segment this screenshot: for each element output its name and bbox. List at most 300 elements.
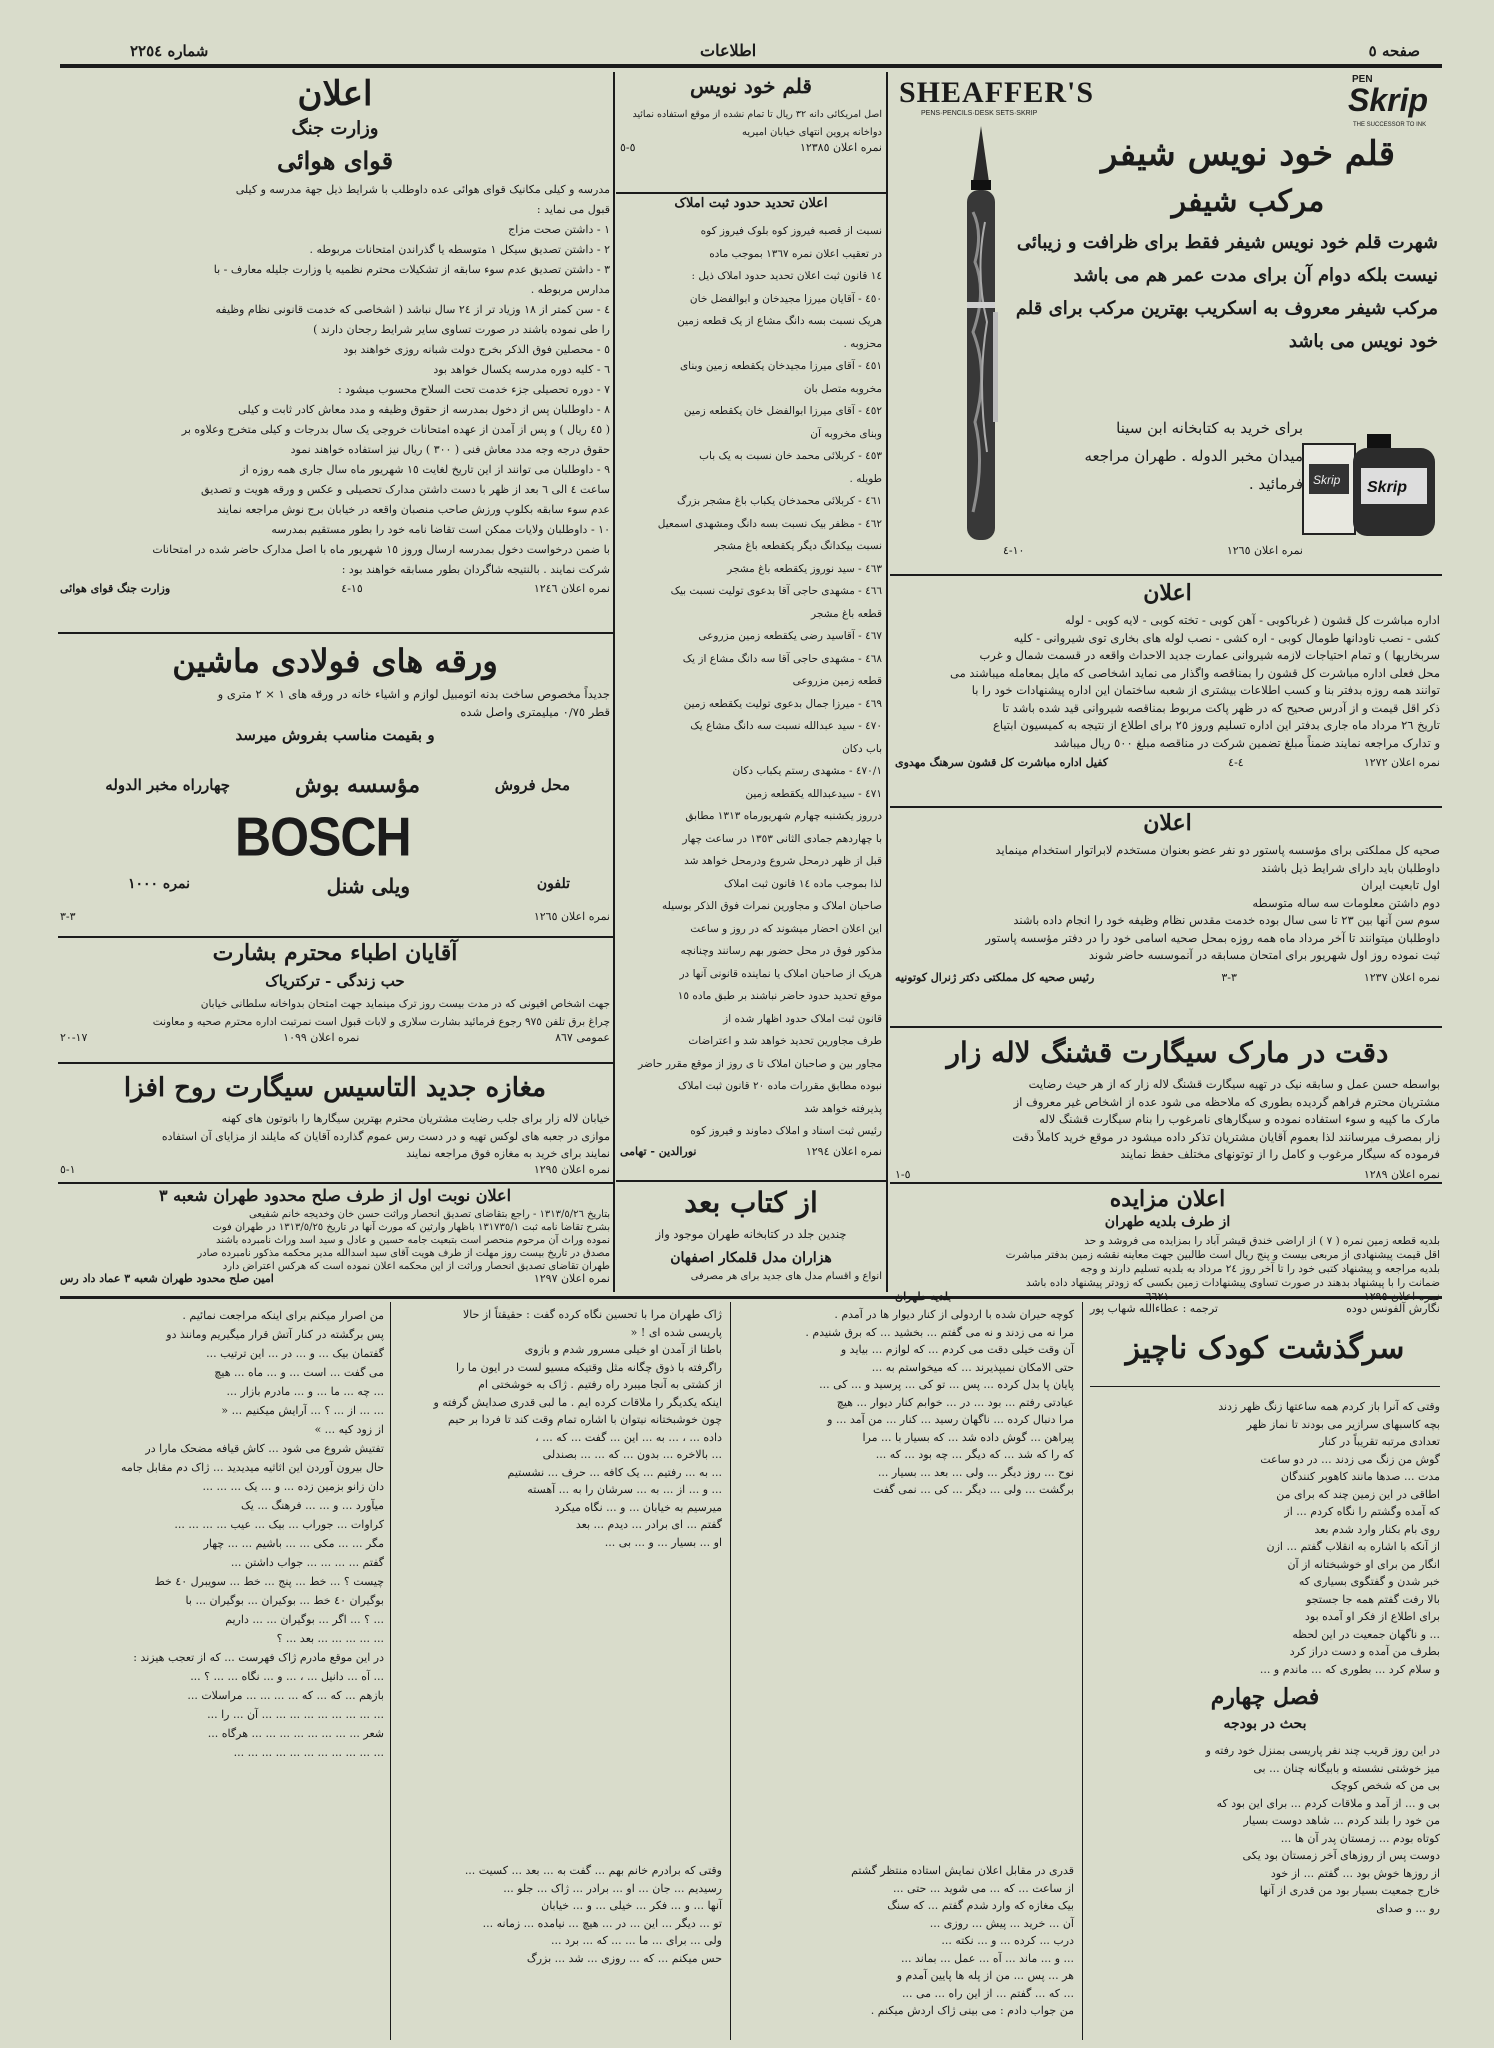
- ad-body: [60, 996, 610, 1031]
- bosch-ad: [60, 636, 610, 936]
- story-line: کراوات ... جوراب ... بیک ... عیب ... ... ... ...: [174, 1518, 384, 1531]
- story-line: من اصرار میکنم برای اینکه مراجعت نمائیم .: [182, 1309, 384, 1322]
- skrip-logo: Skrip: [1348, 82, 1429, 118]
- notice-line: موقع تحدید حدود حاضر نباشند بر طبق ماده ١٥: [677, 990, 882, 1002]
- rule: [890, 1026, 1442, 1028]
- doctors-ad: [60, 940, 610, 1062]
- story-line: ... ... ... ... ... ... ... ... ... آن ... را ...: [207, 1708, 384, 1721]
- pen-illustration: [911, 122, 1051, 562]
- notice-line: ٤٦٣ - سید نوروز یکقطعه باغ مشجر: [727, 562, 882, 575]
- notice-line: توانند همه روزه بدفتر بنا و کسب اطلاعات بیشتری از شعبه ساختمان این اداره پیشنهادات خود را با: [971, 683, 1440, 697]
- story-line: کوچه حیران شده با اردولی از کنار دیوار ها در آمدم .: [834, 1308, 1074, 1321]
- story-line: پایان پا بدل کرده ... پس ... تو کی ... پرسید و ... کی ...: [819, 1378, 1074, 1391]
- notice-line: بلدیه قطعه زمین نمره ( ٧ ) از اراضی خندق قیشر آباد را بمزایده می فروشد و حد: [1084, 1235, 1440, 1247]
- ad-line: موازی در جعبه های لوکس تهیه و در دست رس عموم گذارده آقایان که مایلند از مزایای آن استفاده: [161, 1129, 610, 1143]
- notice-signer: بلدیه طهران: [895, 1290, 952, 1303]
- ad-footer-left: عمومی ٨٦٧: [555, 1031, 610, 1044]
- story-line: حال بیرون آوردن این اثاثیه میدیدید ... ژاک دم مقابل جامه: [120, 1461, 384, 1474]
- notice-line: ٤٧٠ - سید عبدالله نسبت سه دانگ مشاع یک: [690, 720, 882, 732]
- notice-title: اعلان نوبت اول از طرف صلح محدود طهران شعبه ٣: [158, 1186, 512, 1205]
- ad-body: [620, 106, 882, 141]
- ad-run: ١٠-٤: [1003, 544, 1025, 557]
- notice-line: نسبت از قصبه فیروز کوه بلوک فیروز کوه: [700, 225, 882, 237]
- story-line: که آمده وگشتم را نگاه کردم ... از: [1284, 1505, 1440, 1518]
- notice-line: ٤ - سن کمتر از ١٨ وزیاد تر از ٢٤ سال نباشد ( اشخاصی که خدمت قانونی نظام وظیفه: [215, 303, 610, 316]
- ad-number: نمره اعلان ١٢٧٢: [1363, 756, 1440, 769]
- ad-number: نمره اعلان ١٢٦٥: [1226, 544, 1303, 557]
- notice-line: قبول می نماید :: [536, 203, 610, 216]
- story-line: از زود کیه ... »: [314, 1423, 384, 1436]
- masthead-rule: [60, 64, 1442, 68]
- story-line: گفتم ... ای برادر ... دیدم ... بعد: [575, 1518, 722, 1531]
- notice-line: ذکر اقل قیمت و از آدرس صحیح که در ظهر پاکت مربوط بمناقصه شیروانی قید شده باشد تا: [1002, 700, 1440, 715]
- story-line: مگر ... ... مکی ... ... باشیم ... ... چهار: [203, 1537, 384, 1550]
- notice-line: ٤٥٣ - کربلائی محمد خان نسبت به یک باب: [699, 450, 882, 462]
- story-byline: نگارش آلفونس دوده: [1346, 1302, 1440, 1315]
- sheaffer-logo: SHEAFFER'S: [899, 76, 1095, 109]
- story-line: من خود را بلند کردم ... شاهد دوست بسیار: [1243, 1814, 1440, 1827]
- story-line: آن ... خرید ... پیش ... روزی ...: [929, 1916, 1074, 1930]
- story-line: راگرفته با ذوق چگانه مثل وقتیکه مسیو لست در ایون ما را: [455, 1360, 722, 1374]
- serial-story: [60, 1302, 1442, 2042]
- sheaffer-line: شهرت قلم خود نویس شیفر فقط برای ظرافت و زیبائی: [1016, 232, 1438, 253]
- notice-line: محل فعلی اداره مباشرت کل قشون را بمناقصه واگذار می نماید اشخاصی که مایل بمعامله میباشند می: [950, 665, 1440, 680]
- ad-number: نمره اعلان ١٢٣٧: [1363, 970, 1440, 984]
- story-line: بی و ... از آمد و ملاقات کردم ... برای این بود که: [1216, 1796, 1440, 1810]
- paper-name: اطلاعات: [700, 41, 757, 60]
- bosch-logo: BOSCH: [235, 806, 411, 868]
- rule: [616, 1180, 886, 1182]
- ad-line: اصل امریکائی دانه ٣٢ ریال تا تمام نشده از موقع استفاده نمائید: [632, 109, 882, 120]
- story-line: رو ... و صدای: [1376, 1901, 1440, 1915]
- notice-line: ١٤ قانون ثبت اعلان تحدید حدود املاک ذیل :: [691, 270, 882, 282]
- chapter-subtitle: بحث در بودجه: [1223, 1716, 1307, 1732]
- notice-line: سوم سن آنها بین ٢٣ تا سی سال بوده خدمت مقدس نظام وظیفه خود را انجام داده باشند: [1013, 913, 1440, 927]
- story-line: چون خوشبختانه نیتوان با اشاره تمام وقت کند تا فردا بر حیم: [448, 1413, 722, 1426]
- notice-line: ٢ - داشتن تصدیق سیکل ١ متوسطه یا گذراندن امتحانات مربوطه .: [309, 243, 610, 256]
- notice-line: ٨ - داوطلبان پس از دخول بمدرسه از حقوق وظیفه و مدد معاش کادر ثابت و کیلی: [238, 403, 610, 416]
- sheaffer-title-1: قلم خود نویس شیفر: [1101, 134, 1395, 174]
- sheaffer-ad: [893, 74, 1445, 574]
- ad-run: ٥-٥: [620, 141, 636, 154]
- notice-title: اعلان: [1143, 580, 1192, 606]
- story-line: حتی الامکان نمیپذیرند ... که میخواستم به ...: [871, 1360, 1074, 1374]
- notice-line: مجاور بین و صاحبان املاک تا ی روز از موقع مقرر حاضر: [638, 1057, 882, 1070]
- story-line: در این روز قریب چند نفر پاریسی بمنزل خود رفته و: [1205, 1744, 1440, 1757]
- notice-body: [895, 842, 1440, 965]
- notice-line: مدرسه و کیلی مکانیک قوای هوائی عده داوطلب با شرایط ذیل جهة مدرسه و کیلی: [235, 183, 610, 196]
- story-line: بچه کاسبهای سرازیر می بودند تا نماز ظهر: [1246, 1417, 1440, 1431]
- notice-line: لذا بموجب ماده ١٤ قانون ثبت املاک: [723, 877, 882, 890]
- story-line: دوست پس از روزهای آخر زمستان بود یکی: [1242, 1849, 1440, 1862]
- notice-line: ( ٤٥ ریال ) و پس از آمدن از عهده امتحانات خروجی یک سال بدرجات و کیلی متخرج وعلاوه بر: [181, 423, 610, 436]
- notice-title: اعلان: [1143, 810, 1192, 836]
- sheaffer-buy-line: فرمائید .: [1248, 475, 1303, 493]
- story-line: برگشت ... ولی ... دیگر ... کی ... نمی گفت: [873, 1483, 1074, 1496]
- notice-line: نبوده مطابق مقررات ماده ٢٠ قانون ثبت املاک: [678, 1080, 882, 1092]
- sheaffer-buy-line: میدان مخبر الدوله . طهران مراجعه: [1084, 447, 1303, 465]
- story-line: انگار من برای او خوشبختانه از آن: [1287, 1557, 1440, 1571]
- notice-line: ضمانت را با پیشنهاد بدهند در صورت تساوی پیشنهادات زمین بکسی که زودتر پیشنهاد داده باشد: [1026, 1277, 1440, 1289]
- ad-line: خیابان لاله زار برای جلب رضایت مشتریان محترم بهترین سیگارها را باتوتون های کهنه: [221, 1112, 610, 1125]
- ad-price: و بقیمت مناسب بفروش میرسد: [235, 726, 435, 744]
- sheaffer-line: خود نویس می باشد: [1288, 331, 1438, 352]
- notice-line: طرف مجاورین تحدید خواهد شد و اعتراضات: [688, 1035, 882, 1047]
- rule: [58, 1062, 613, 1064]
- notice-heading: قوای هوائی: [276, 146, 394, 175]
- ad-line: نمایند برای خرید به مغازه فوق مراجعه نمایند: [406, 1147, 610, 1160]
- sheaffer-body: [1015, 226, 1438, 358]
- story-line: گوش من زنگ می زدند ... در دو ساعت: [1260, 1452, 1440, 1466]
- pen-classified: [620, 74, 882, 184]
- story-line: ... و ... ماند ... آه ... عمل ... بماند ...: [901, 1951, 1074, 1965]
- notice-line: قطعه باغ مشجر: [811, 607, 882, 620]
- phone-label: تلفون: [536, 876, 570, 892]
- ad-title: ورقه های فولادی ماشین: [172, 642, 498, 680]
- story-line: باطنا از آمدن او خیلی مسرور شدم و بازوی: [524, 1343, 722, 1356]
- story-line: ... آه ... دانیل ... ، ... و ... نگاه ... ... ؟ ...: [190, 1670, 384, 1683]
- notice-signer: امین صلح محدود طهران شعبه ٣ عماد داد رس: [60, 1272, 274, 1285]
- sheaffer-footer: [1003, 544, 1303, 557]
- story-line: قدری در مقابل اعلان نمایش استاده منتظر گشتم: [851, 1864, 1074, 1877]
- ad-title: آقایان اطباء محترم بشارت: [212, 940, 458, 966]
- notice-line: سربخاریها ) و تمام احتیاجات لازمه شیروانی عمارت جدید الاحداث واقعه در قسمت شمال و غرب: [979, 648, 1440, 662]
- sheaffer-line: نیست بلکه دوام آن برای مدت عمر هم می باشد: [1073, 265, 1438, 286]
- ad-body: [895, 1076, 1440, 1164]
- chapter-title: فصل چهارم: [1210, 1684, 1320, 1710]
- story-line: میرسیم به خیابان ... و ... نگاه میکرد: [554, 1500, 722, 1514]
- notice-signer: کفیل اداره مباشرت کل قشون سرهنگ مهدوی: [895, 756, 1109, 769]
- story-line: ژاک طهران مرا با تحسین نگاه کرده گفت : حقیقتاً از حالا: [462, 1308, 722, 1321]
- ad-number: نمره اعلان ١٢٤٦: [533, 582, 610, 595]
- rule: [58, 632, 613, 634]
- story-line: نوح ... روز دیگر ... ولی ... بعد ... بسیار ...: [877, 1465, 1074, 1479]
- story-line: گفتمان بیک ... و ... در ... این ترتیب ...: [206, 1347, 384, 1360]
- notice-line: ٤٥١ - آقای میرزا مجیدخان یکقطعه زمین وبنای: [679, 360, 882, 372]
- notice-line: بشرح تقاضا نامه ثبت ١٣١٧٣٥/١ باظهار وارثین که مورث آنها در تاریخ ١٣١٣/٥/٢٥ در طهران فوت: [212, 1222, 610, 1233]
- story-column-4: [64, 1306, 384, 2040]
- ad-number: نمره اعلان ١٠٩٩: [283, 1031, 360, 1044]
- story-line: او ... بسیار ... و ... بی ...: [604, 1535, 722, 1549]
- story-line: مدت ... صدها مانند کاهوبر کنندگان: [1280, 1470, 1440, 1483]
- ad-run: ٣-٣: [60, 910, 76, 923]
- story-column-2: [740, 1306, 1074, 1746]
- svg-text:Skrip: Skrip: [1313, 473, 1341, 487]
- supply-notice: [895, 580, 1440, 810]
- story-line: ... و ... از ... به ... سرشان را به ... آهسته: [527, 1483, 722, 1496]
- story-line: که را که شد ... که دیگر ... چه بود ... که ...: [875, 1448, 1074, 1461]
- story-title: سرگذشت کودک ناچیز: [1125, 1331, 1405, 1366]
- villa-name: ویلی شنل: [326, 874, 410, 898]
- rule: [1090, 1386, 1440, 1387]
- ad-line: فرموده که سیگار مرغوب و کامل را از توتونهای مختلف حفظ نمایند: [1120, 1147, 1440, 1161]
- story-line: اینکه یکدیگر را ملاقات کرده ایم . ما لبی قدری صدایش گرفته و: [433, 1395, 722, 1409]
- cigarette-shop-ad: [60, 1066, 610, 1182]
- ad-line: انواع و اقسام مدل های جدید برای هر مصرفی: [690, 1271, 882, 1282]
- column-rule: [1082, 1302, 1083, 2040]
- notice-line: مدارس مربوطه .: [530, 283, 610, 296]
- ad-number: نمره اعلان ١٢٩٧: [533, 1272, 610, 1285]
- notice-line: ٤٥٢ - آقای میرزا ابوالفضل خان یکقطعه زمین: [683, 405, 882, 417]
- column-rule: [730, 1302, 731, 2040]
- notice-line: صحیه کل مملکتی برای مؤسسه پاستور دو نفر عضو بعنوان مستخدم لابراتوار استخدام مینماید: [995, 843, 1440, 857]
- column-rule: [390, 1302, 391, 2040]
- notice-line: ٧ - دوره تحصیلی جزء خدمت تحت السلاح محسوب میشود :: [337, 383, 610, 396]
- story-line: از روزها خوش بود ... گفتم ... از خود: [1270, 1866, 1440, 1880]
- notice-subtitle: وزارت جنگ: [291, 118, 379, 139]
- story-line: ... ... از ... ؟ ... آرایش میکنیم ... «: [221, 1404, 384, 1417]
- ad-place-row: [60, 772, 610, 802]
- skrip-ink-illustration: [1301, 404, 1441, 544]
- story-line: می گفت ... است ... و ... ماه ... هیچ: [214, 1366, 384, 1379]
- notice-line: تاریخ ٢٦ مرداد ماه جاری بدفتر این اداره تسلیم وروز ٢٥ برای اطلاع از نتیجه به کمیسیون ابتیاع: [992, 718, 1440, 732]
- notice-title: اعلان: [297, 74, 373, 114]
- story-column-3b: [400, 1862, 722, 2040]
- story-line: ولی ... برای ... ما ... ... که ... برد ...: [551, 1934, 722, 1947]
- notice-line: هریک نسبت بسه دانگ مشاع از یک قطعه زمین: [677, 315, 882, 327]
- story-line: میآورد ... و ... ... فرهنگ ... یک: [240, 1499, 384, 1512]
- story-line: ... بالاخره ... بدون ... که ... ... بصندلی: [542, 1448, 722, 1461]
- story-line: بازهم ... که ... که ... ... ... ... مراسلات ...: [187, 1689, 384, 1702]
- notice-line: ثبت نموده روز اول شهریور برای امتحان مسابقه در آنموسسه حاضر شوند: [1088, 948, 1440, 962]
- notice-line: قبل از ظهر درمحل شروع ودرمحل خواهد شد: [684, 855, 882, 867]
- story-line: بالا رفت گفتم همه جا جستجو: [1306, 1592, 1440, 1606]
- ad-line: چراغ برق تلفن ٩٧٥ رجوع فرمائید بشارت سلاری و لابات قبول است نمرتبت اداره محترم صحیه و معاونت: [152, 1015, 610, 1028]
- company-address: چهارراه مخبر الدوله: [105, 776, 230, 794]
- ad-number: نمره اعلان ١٢٩٥: [533, 1162, 610, 1176]
- story-line: و سلام کرد ... بطوری که ... ماندم و ...: [1259, 1662, 1440, 1676]
- notice-line: ٤٦١ - کربلائی محمدخان یکباب باغ مشجر بزرگ: [677, 495, 882, 507]
- story-line: ... به ... رفتیم ... یک کافه ... حرف ... نشستیم: [507, 1465, 722, 1479]
- story-line: ... ؟ ... اگر ... بوگیران ... ... داریم: [225, 1613, 384, 1626]
- story-column-3: [400, 1306, 722, 1746]
- notice-body: [620, 220, 882, 1143]
- story-line: خارج جمعیت بسیار بود من قدری از آنها: [1259, 1884, 1440, 1897]
- ad-footer: [60, 1031, 610, 1044]
- notice-line: وبنای مخروبه آن: [810, 427, 882, 440]
- story-line: از کشتی به آنجا میبرد راه رفتیم . ژاک به خوشختی ام: [478, 1378, 722, 1391]
- story-line: تعدادی مرتبه تقریباً در کنار: [1319, 1435, 1440, 1448]
- auction-notice: [895, 1186, 1440, 1303]
- notice-signer: نورالدین - تهامی: [620, 1144, 697, 1158]
- story-line: داده ... ، ... به ... این ... گفت ... که ... ،: [535, 1430, 722, 1444]
- story-column-2b: [740, 1862, 1074, 2040]
- story-line: مرا نه می زدند و نه می گفتم ... بخشید ... که برق شنیدم .: [805, 1325, 1074, 1339]
- notice-line: مخروبه متصل بان: [803, 382, 882, 395]
- from-book-ad: [620, 1186, 882, 1246]
- story-line: من جواب دادم : می بینی ژاک اردش میکنم .: [870, 2004, 1074, 2017]
- notice-line: ١٠ - داوطلبان ولایات ممکن است تقاضا نامه خود را بطور مستقیم بمدرسه: [271, 523, 610, 536]
- notice-line: مصدق در تاریخ بیست روز مهلت از طرف هویت آقای سید اسدالله مدیر محکمه مذکور نامبرده صادر: [197, 1248, 610, 1259]
- notice-line: ٤٦٩ - میرزا جمال بدعوی تولیت یکقطعه زمین: [683, 697, 882, 710]
- story-column-1: [1090, 1398, 1440, 1678]
- notice-line: پذیرفته خواهد شد: [804, 1102, 882, 1115]
- notice-line: این اعلان احضار میشوند که در روز و ساعت: [690, 922, 882, 935]
- ad-number: نمره اعلان ١٢٩٤: [805, 1144, 882, 1158]
- column-rule-2: [886, 72, 888, 1292]
- story-line: آن وقت خیلی دقت می کردم ... که لوازم ... بیاید و: [840, 1343, 1074, 1356]
- ad-number: نمره اعلان ١٢٦٥: [533, 910, 610, 923]
- story-line: روی بام بکنار وارد شدم بعد: [1314, 1522, 1440, 1536]
- notice-title: اعلان مزایده: [1109, 1186, 1226, 1212]
- notice-signer: رئیس صحیه کل مملکتی دکتر ژنرال کوتونیه: [895, 970, 1095, 984]
- story-line: مرا دنبال کرده ... ناگهان رسید ... کنار ... من آمد ... و: [827, 1413, 1074, 1426]
- story-line: برای اطلاع از فکر او آمده بود: [1305, 1610, 1440, 1623]
- story-line: بطرف من آمده و دست دراز کرد: [1289, 1645, 1440, 1658]
- notice-line: رئیس ثبت اسناد و املاک دماوند و فیروز کوه: [690, 1125, 882, 1137]
- ad-title: دقت در مارک سیگارت قشنگ لاله زار: [946, 1036, 1389, 1069]
- story-line: از آنکه با اشاره به انقلاب گفتم ... ازن: [1266, 1540, 1440, 1553]
- notice-line: محزوبه .: [843, 337, 882, 350]
- notice-line: نموده وراث آن مرحوم منحصر است بتبعیت جامه حسین و عادل و سید اسد وراث نامبرده باشند: [215, 1235, 610, 1246]
- notice-line: کشی - نصب ناودانها طومال کوبی - اره کشی - نصب لوله های بخاری توی شیروانی - کلیه: [1013, 630, 1440, 645]
- notice-line: ٤٧١ - سیدعبدالله یکقطعه زمین: [745, 787, 882, 800]
- ad-body: [620, 1226, 882, 1244]
- story-line: خبر شدن و گفتگوی بسیاری که: [1298, 1575, 1440, 1588]
- story-line: دان زانو بزمین زده ... و ... یک ... ... ...: [202, 1480, 384, 1493]
- story-line: شعر ... ... ... ... ... ... ... ... هرگاه ...: [207, 1727, 384, 1740]
- issue-number: شماره ٢٢٥٤: [130, 42, 209, 60]
- ad-run: ٣-٣: [1221, 970, 1237, 984]
- notice-line: ٤٥٠ - آقایان میرزا مجیدخان و ابوالفضل خان: [689, 292, 882, 305]
- ad-line: مشتریان محترم فراهم گردیده بطوری که ملاحظه می شود عده از اشخاص غیر معروف از: [1013, 1094, 1440, 1109]
- notice-line: شرکت نمایند . بالنتیجه شاگردان بطور مسابقه خواهند بود :: [341, 563, 610, 576]
- skrip-tagline: THE SUCCESSOR TO INK: [1353, 122, 1427, 128]
- ad-footer: [60, 910, 610, 923]
- notice-body: [60, 1208, 610, 1272]
- sheaffer-line: مرکب شیفر معروف به اسکریب بهترین مرکب برای قلم: [1015, 298, 1438, 319]
- story-line: عیادتی رفتم ... بود ... در ... خوابم کنار دیوار ... هیچ: [836, 1395, 1074, 1409]
- rule: [890, 1182, 1442, 1184]
- ad-line: زار بمصرف میرسانند لذا بعموم آقایان مشتریان تذکر داده میشود در موقع خرید کاملاً دقت: [1012, 1129, 1440, 1144]
- story-line: تفتیش شروع می شود ... کاش قیافه مضحک مارا در: [145, 1442, 384, 1455]
- notice-line: ١ - داشتن صحت مزاج: [508, 223, 610, 236]
- notice-body: [895, 612, 1440, 752]
- notice-line: طهران تقاضای تصدیق انحصار وراثت از این محکمه اعلان نموده است که هرکس اعتراض دارد: [222, 1261, 610, 1272]
- notice-line: قطعه زمین مزروعی: [792, 675, 882, 687]
- notice-line: طویله .: [849, 472, 882, 485]
- ad-footer: [60, 1163, 610, 1176]
- ad-line: قطر ٠/٧٥ میلیمتری واصل شده: [460, 704, 610, 719]
- story-line: از ساعت ... که ... می شوید ... حتی ...: [893, 1881, 1074, 1895]
- notice-line: ٥ - محصلین فوق الذکر بخرج دولت شبانه روزی خواهند بود: [343, 343, 610, 356]
- notice-body: [895, 1234, 1440, 1290]
- story-column-1b: [1090, 1742, 1440, 2038]
- notice-line: را طی نموده باشند در صورت تساوی سایر شرایط رجحان دارند ): [313, 323, 610, 336]
- ad-line: چندین جلد در کتابخانه طهران موجود واز: [655, 1227, 847, 1241]
- story-line: بیک مغازه که وارد شدم گفتم ... که سنگ: [887, 1899, 1074, 1912]
- war-ministry-notice: [60, 74, 610, 634]
- notice-title: اعلان تحدید حدود ثبت املاک: [674, 196, 828, 211]
- ad-number: نمره اعلان ١٢٣٨٥: [799, 141, 882, 154]
- notice-line: مذکور فوق در محل حضور بهم رسانند وچنانچه: [680, 945, 882, 957]
- story-line: پاریسی شده ای ! «: [630, 1325, 722, 1339]
- notice-line: داوطلبان باید دارای شرایط ذیل باشند: [1261, 860, 1440, 875]
- ad-line: جدیداً مخصوص ساخت بدنه اتومبیل لوازم و اشیاء خانه در ورقه های ١ × ٢ متری و: [217, 687, 610, 701]
- place-label: محل فروش: [494, 776, 570, 794]
- story-line: بوگیران ٤٠ خط ... بوکیران ... بوگیران ... با: [185, 1594, 384, 1607]
- notice-footer: [60, 1272, 610, 1285]
- page-number: صفحه ٥: [1368, 42, 1420, 60]
- story-line: پس برگشته در کنار آتش قرار میگیریم وماننذ دو: [166, 1328, 384, 1341]
- story-line: تو ... دیگر ... این ... در ... هیچ ... نیامده ... زمانه ...: [482, 1916, 722, 1930]
- notice-footer: [60, 582, 610, 595]
- ad-title: از کتاب بعد: [684, 1186, 818, 1219]
- story-line: وقتی که برادرم خانم بهم ... گفت به ... بعد ... کسیت ...: [464, 1864, 722, 1877]
- notice-line: ٤٦٦ - مشهدی حاجی آقا بدعوی تولیت نسبت بیک: [670, 585, 882, 597]
- notice-line: ٤٦٧ - آقاسید رضی یکقطعه زمین مزروعی: [698, 630, 882, 642]
- notice-footer: [895, 756, 1440, 769]
- story-line: پیراهن ... گوش داده شد ... که بسیار با ... مرا: [862, 1430, 1074, 1444]
- ad-line: بواسطه حسن عمل و سابقه نیک در تهیه سیگارت قشنگ لاله زار که از هر حیث رضایت: [1028, 1077, 1440, 1091]
- rule: [58, 936, 613, 938]
- notice-line: داوطلبان میتوانند تا آخر مرداد ماه همه روزه بمحل صحیه اسامی خود را در دفتر مؤسسه پاستور: [985, 930, 1440, 945]
- story-line: بی من که شخص کوچک: [1331, 1779, 1440, 1792]
- story-line: رسیدیم ... جان ... او ... برادر ... ژاک ... جلو ...: [503, 1881, 722, 1895]
- ad-title: هزاران مدل قلمکار اصفهان: [670, 1250, 832, 1266]
- svg-text:Skrip: Skrip: [1367, 479, 1408, 496]
- ad-run: ١٧-٢٠: [60, 1031, 88, 1044]
- notice-line: درروز یکشنبه چهارم شهریورماه ١٣١٣ مطابق: [685, 810, 882, 822]
- phone-number: نمره ١٠٠٠: [127, 876, 190, 892]
- ad-number: نمره اعلان ١٢٨٩: [1363, 1167, 1440, 1181]
- ad-line: مارک ما کپیه و سوء استفاده نموده و سیگارهای نامرغوب را بنام سیگارت قشنگ لاله: [1039, 1112, 1440, 1126]
- pen-label: PEN: [1352, 74, 1373, 85]
- rule: [58, 1182, 613, 1184]
- ad-run: ٥-١: [895, 1167, 911, 1181]
- notice-body: [60, 180, 610, 580]
- sheaffer-buy: [1063, 414, 1303, 498]
- ad-footer: [895, 1168, 1440, 1181]
- rule: [890, 806, 1442, 808]
- notice-line: نسبت بیکدانگ دیگر یکقطعه باغ مشجر: [714, 540, 882, 552]
- notice-line: و تدارک مراجعه نمایند ضمناً مبلغ تضمین شرکت در مناقصه مبلغ ٥٠٠ ریال میباشد: [1053, 735, 1440, 750]
- story-line: ... و ناگهان جمعیت در این لحظه: [1292, 1627, 1440, 1641]
- ad-body: [60, 686, 610, 721]
- notice-line: ٤٦٨ - مشهدی حاجی آقا سه دانگ مشاع از یک: [682, 652, 882, 665]
- ad-run: ٦٦٢١: [1145, 1290, 1170, 1303]
- notice-line: ٩ - داوطلبان می توانند از این تاریخ لغایت ١٥ شهریور ماه سال جاری همه روزه از: [240, 463, 610, 476]
- notice-subtitle: از طرف بلدیه طهران: [1104, 1214, 1231, 1230]
- ad-title: قلم خود نویس: [690, 74, 812, 98]
- notice-line: هریک از صاحبان املاک یا نماینده قانونی آنها در: [679, 967, 882, 980]
- notice-line: ٣ - داشتن تصدیق عدم سوء سابقه از تشکیلات محترم نظمیه یا وزارت جلیله معارف - با: [213, 263, 610, 276]
- notice-footer: [895, 971, 1440, 984]
- ad-run: ١-٥: [60, 1162, 76, 1176]
- ad-run: ٤-٤: [1228, 756, 1244, 769]
- notice-line: باب دکان: [842, 742, 882, 755]
- story-line: گفتم ... ... ... ... جواب داشتن ...: [230, 1556, 384, 1569]
- court-notice: [60, 1186, 610, 1294]
- ad-subtitle: حب زندگی - ترکتریاک: [265, 972, 405, 990]
- ad-line: جهت اشخاص افیونی که در مدت بیست روز ترک مینماید جهت امتحان بدواخانه سلطانی خیابان: [200, 998, 610, 1010]
- notice-footer: [620, 1145, 882, 1158]
- sheaffer-title-2: مرکب شیفر: [1171, 184, 1325, 219]
- story-line: درب ... کرده ... و ... نکته ...: [941, 1934, 1074, 1947]
- story-line: میز خوشتی نشسته و بابیگانه چنان ... بی: [1253, 1761, 1440, 1775]
- story-translator: ترجمه : عطاءالله شهاب پور: [1090, 1302, 1218, 1315]
- notice-line: بلدیه مراجعه و پیشنهاد کتبی خود را تا آخر روز ٢٤ مرداد به بلدیه تسلیم دارند و وجه: [1080, 1263, 1440, 1275]
- pasteur-notice: [895, 810, 1440, 1025]
- phone-row: [60, 874, 610, 902]
- notice-line: قانون ثبت املاک حدود اظهار شده از: [723, 1012, 882, 1025]
- story-line: هر ... پس ... من از پله ها پایین آمدم و: [896, 1969, 1074, 1982]
- story-line: وقتی که آنرا باز کردم همه ساعتها زنگ ظهر زدند: [1218, 1400, 1440, 1413]
- story-line: در این موقع مادرم ژاک فهرست ... که از تعجب هیزند :: [133, 1651, 384, 1664]
- ad-number: نمره اعلان ١٢٩٥: [1363, 1290, 1440, 1303]
- sheaffer-buy-line: برای خرید به کتابخانه ابن سینا: [1116, 419, 1303, 437]
- notice-line: عدم سوء سابقه بکلوپ ورزش صاحب منصبان واقعه در خیابان برج نوش مراجعه نمایند: [216, 503, 610, 516]
